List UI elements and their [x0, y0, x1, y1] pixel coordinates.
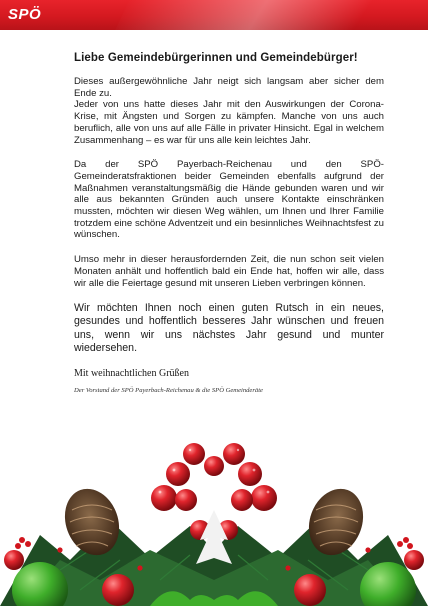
paragraph-4: Umso mehr in dieser herausfordernden Zeit, die nun schon seit vielen Monaten anhält und hoffentlich bald ein Ende hat, hoffen wir alle, dass wir alle die Feiertage gesund mit unseren Lieben verbringen können.	[74, 254, 384, 289]
paragraph-5: Wir möchten Ihnen noch einen guten Rutsch in ein neues, gesundes und hoffentlich besseres Jahr wünschen und freuen uns, wenn wir uns nächstes Jahr gesund und munter wiedersehen.	[74, 302, 384, 354]
header-band	[0, 0, 428, 30]
paragraph-1: Dieses außergewöhnliche Jahr neigt sich langsam aber sicher dem Ende zu.	[74, 76, 384, 99]
paragraph-3: Da der SPÖ Payerbach-Reichenau und den SPÖ-Gemeinderatsfraktionen beider Gemeinden ebenfalls aufgrund der Maßnahmen veranstaltungsmäßig die Hände gebunden waren und wir alle aus bekannten Gründen auch unsere Kontakte einschränken mussten, möchten wir diesen Weg wählen, um Ihnen und Ihrer Familie trotzdem eine schöne Adventzeit und ein besinnliches Weihnachtsfest zu wünschen.	[74, 159, 384, 241]
letter-body	[74, 52, 384, 401]
paragraph-2: Jeder von uns hatte dieses Jahr mit den Auswirkungen der Corona-Krise, mit Ängsten und Sorgen zu kämpfen. Manche von uns auch beruflich, alle von uns auf alle Fälle in privater Hinsicht. Egal in welchem Zusammenhang – es war für uns alle kein leichtes Jahr.	[74, 99, 384, 146]
closing-greeting: Mit weihnachtlichen Grüßen	[74, 368, 189, 380]
signature-line: Der Vorstand der SPÖ Payerbach-Reichenau & die SPÖ Gemeinderäte	[74, 387, 263, 395]
christmas-decoration	[0, 440, 428, 606]
letter-title: Liebe Gemeindebürgerinnen und Gemeindebürger!	[74, 52, 358, 64]
spo-logo: SPÖ	[8, 6, 42, 23]
